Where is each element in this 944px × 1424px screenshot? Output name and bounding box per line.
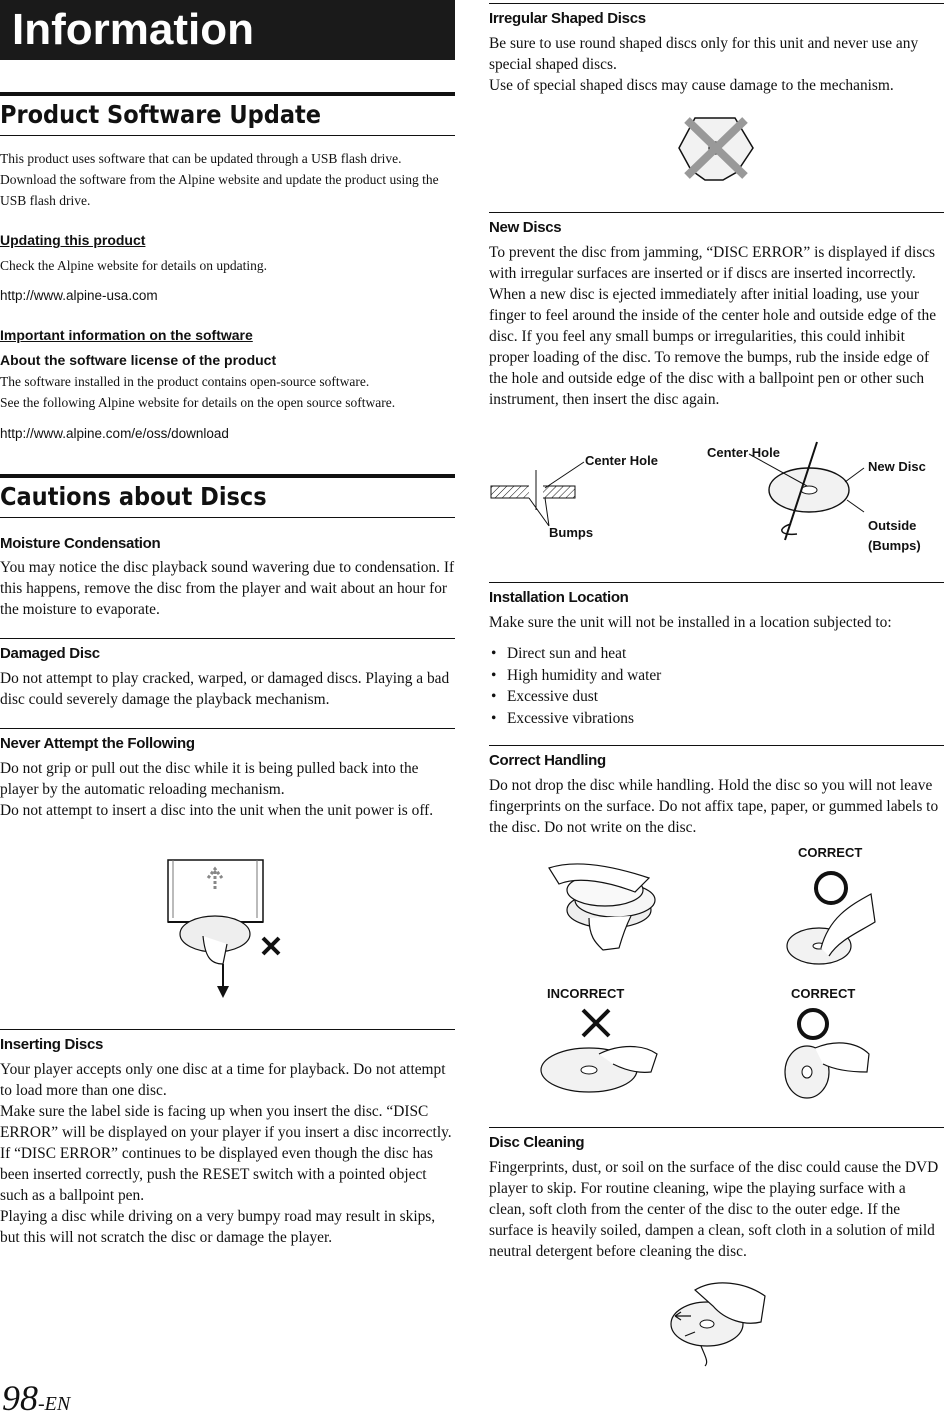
never-attempt-heading: Never Attempt the Following bbox=[0, 728, 455, 752]
updating-product-text: Check the Alpine website for details on updating. bbox=[0, 258, 267, 273]
label-incorrect: INCORRECT bbox=[547, 986, 625, 1001]
cautions-title: Cautions about Discs bbox=[0, 474, 455, 518]
damaged-text: Do not attempt to play cracked, warped, or damaged discs. Playing a bad disc could severely damage the playback mechanism. bbox=[0, 670, 450, 708]
label-outside: Outside bbox=[868, 518, 917, 533]
left-column bbox=[0, 0, 455, 1418]
irregular-text-2: Use of special shaped discs may cause damage to the mechanism. bbox=[489, 77, 894, 94]
cleaning-text: Fingerprints, dust, or soil on the surface of the disc could cause the DVD player to skip. For routine cleaning, wipe the playing surface with a clean, soft cloth from the center of the disc to the outer edge. If the surface is heavily soiled, dampen a clean, soft cloth in a solution of mild neutral detergent before cleaning the disc. bbox=[489, 1159, 939, 1260]
pull-disc-illustration bbox=[165, 856, 290, 1006]
damaged-heading: Damaged Disc bbox=[0, 638, 455, 662]
installation-list bbox=[489, 643, 661, 729]
moisture-text: You may notice the disc playback sound wavering due to condensation. If this happens, remove the disc from the player and wait about an hour for the moisture to evaporate. bbox=[0, 559, 455, 618]
inserting-heading: Inserting Discs bbox=[0, 1029, 455, 1053]
section-banner: Information bbox=[0, 0, 455, 60]
inserting-text-2: Make sure the label side is facing up when you insert the disc. “DISC ERROR” will be displayed on your player if you insert a disc incorrectly. If “DISC ERROR” continues to be displayed even though the disc has been inserted correctly, push the RESET switch with a pointed object such as a ballpoint pen. bbox=[0, 1103, 452, 1204]
list-item: • Excessive vibrations bbox=[489, 708, 661, 730]
right-column bbox=[489, 0, 944, 1418]
label-center-hole-1: Center Hole bbox=[585, 453, 658, 468]
irregular-disc-illustration bbox=[675, 112, 759, 186]
cleaning-illustration bbox=[665, 1276, 775, 1368]
new-discs-heading: New Discs bbox=[489, 212, 944, 236]
list-item: • High humidity and water bbox=[489, 665, 661, 687]
never-attempt-text-1: Do not grip or pull out the disc while it is being pulled back into the player by the automatic reloading mechanism. bbox=[0, 760, 419, 798]
list-item: • Excessive dust bbox=[489, 686, 661, 708]
never-attempt-text-2: Do not attempt to insert a disc into the unit when the unit power is off. bbox=[0, 802, 434, 819]
oss-download-link[interactable]: http://www.alpine.com/e/oss/download bbox=[0, 426, 229, 441]
label-center-hole-2: Center Hole bbox=[707, 445, 780, 460]
label-correct-1: CORRECT bbox=[798, 845, 863, 860]
handling-heading: Correct Handling bbox=[489, 745, 944, 769]
inserting-text-3: Playing a disc while driving on a very bumpy road may result in skips, but this will not scratch the disc or damage the player. bbox=[0, 1208, 436, 1246]
installation-text: Make sure the unit will not be installed in a location subjected to: bbox=[489, 614, 892, 631]
installation-heading: Installation Location bbox=[489, 582, 944, 606]
cleaning-heading: Disc Cleaning bbox=[489, 1127, 944, 1151]
label-outside-bumps: (Bumps) bbox=[868, 538, 921, 553]
label-new-disc: New Disc bbox=[868, 459, 926, 474]
updating-product-heading: Updating this product bbox=[0, 232, 146, 248]
license-heading: About the software license of the product bbox=[0, 352, 277, 368]
moisture-heading: Moisture Condensation bbox=[0, 535, 161, 552]
handling-illustrations bbox=[539, 858, 939, 1108]
inserting-text-1: Your player accepts only one disc at a time for playback. Do not attempt to load more than one disc. bbox=[0, 1061, 446, 1099]
page-number: 98-EN bbox=[2, 1378, 71, 1418]
handling-text: Do not drop the disc while handling. Hold the disc so you will not leave fingerprints on the surface. Do not affix tape, paper, or gummed labels to the disc. Do not write on the disc. bbox=[489, 777, 939, 836]
alpine-usa-link[interactable]: http://www.alpine-usa.com bbox=[0, 288, 158, 303]
important-info-heading: Important information on the software bbox=[0, 327, 253, 343]
license-text-1: The software installed in the product contains open-source software. bbox=[0, 374, 370, 389]
software-intro: This product uses software that can be updated through a USB flash drive. Download the software from the Alpine website and update the product using the USB flash drive. bbox=[0, 151, 439, 208]
label-correct-2: CORRECT bbox=[791, 986, 856, 1001]
list-item: • Direct sun and heat bbox=[489, 643, 661, 665]
license-text-2: See the following Alpine website for details on the open source software. bbox=[0, 395, 396, 410]
software-update-title: Product Software Update bbox=[0, 92, 455, 136]
irregular-text-1: Be sure to use round shaped discs only for this unit and never use any special shaped discs. bbox=[489, 35, 919, 73]
irregular-heading: Irregular Shaped Discs bbox=[489, 3, 944, 27]
new-discs-text: To prevent the disc from jamming, “DISC ERROR” is displayed if discs with irregular surfaces are inserted or if discs are inserted incorrectly. When a new disc is ejected immediately after initial loading, use your finger to feel around the inside of the center hole and outside edge of the disc. If you feel any small bumps or irregularities, this could inhibit proper loading of the disc. To remove the bumps, rub the inside edge of the hole and outside edge of the disc with a ballpoint pen or other such instrument, then insert the disc again. bbox=[489, 244, 937, 408]
label-bumps: Bumps bbox=[549, 525, 594, 540]
